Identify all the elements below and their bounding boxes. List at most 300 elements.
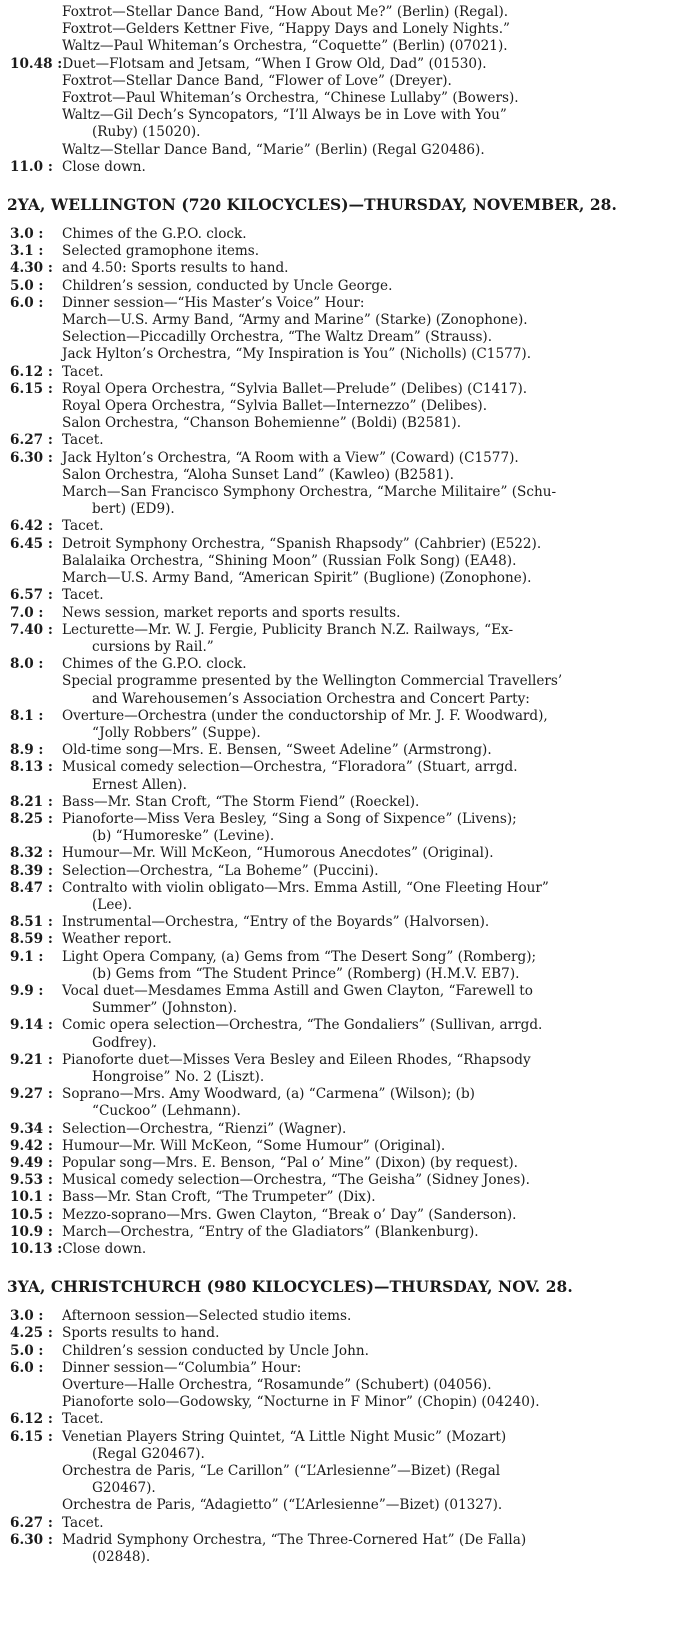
entry-text [62, 260, 700, 277]
entry-text [62, 1138, 700, 1155]
time-separator: : [33, 656, 44, 673]
programme-entry [0, 467, 700, 484]
entry-text [62, 1017, 700, 1051]
entry-time [0, 1224, 62, 1241]
programme-entry [0, 742, 700, 759]
entry-time-value: 6.27 [10, 432, 44, 449]
entry-text [62, 605, 700, 622]
entry-time [0, 329, 62, 346]
entry-time-value: 6.15 [10, 1428, 44, 1445]
entry-time-value: 10.9 [10, 1223, 44, 1240]
entry-time-value: 8.9 [10, 742, 34, 759]
time-separator: : [43, 862, 53, 879]
entry-line: March—U.S. Army Band, “American Spirit” (Buglione) (Zonophone). [62, 570, 532, 587]
entry-time-value: 9.21 [10, 1051, 44, 1068]
entry-line: March—Orchestra, “Entry of the Gladiators” (Blankenburg). [62, 1223, 479, 1240]
programme-entry [0, 536, 700, 553]
time-separator: : [33, 948, 44, 965]
entry-time-value: 8.1 [10, 707, 34, 724]
entry-line: Hongroise” No. 2 (Liszt). [92, 1068, 265, 1085]
entry-time [0, 587, 62, 604]
station-heading: 2YA, WELLINGTON (720 KILOCYCLES)—THURSDAY, NOVEMBER, 28. [7, 196, 617, 215]
entry-time [0, 4, 62, 21]
entry-time-value: 8.32 [10, 845, 44, 862]
entry-text [62, 1189, 700, 1206]
entry-time [0, 1207, 62, 1224]
programme-entry [0, 931, 700, 948]
entry-line: Vocal duet—Mesdames Emma Astill and Gwen Clayton, “Farewell to [62, 982, 533, 999]
entry-time-value: 8.51 [10, 914, 44, 931]
programme-entry [0, 278, 700, 295]
entry-line: Detroit Symphony Orchestra, “Spanish Rhapsody” (Cahbrier) (E522). [62, 535, 542, 552]
entry-text [62, 1394, 700, 1411]
time-separator: : [33, 1359, 44, 1376]
time-separator: : [43, 1428, 53, 1445]
entry-time-value: 8.21 [10, 793, 44, 810]
time-separator: : [43, 810, 53, 827]
entry-line: Special programme presented by the Wellington Commercial Travellers’ [62, 673, 563, 690]
time-separator: : [43, 845, 53, 862]
entry-time [0, 1308, 62, 1325]
entry-line: Dinner session—“Columbia” Hour: [62, 1359, 302, 1376]
entry-text [62, 622, 700, 656]
time-separator: : [33, 1342, 44, 1359]
entry-time [0, 142, 62, 159]
entry-time-value: 6.57 [10, 587, 44, 604]
time-separator: : [43, 1155, 53, 1171]
programme-entry [0, 243, 700, 260]
entry-line: Orchestra de Paris, “Adagietto” (“L’Arlesienne”—Bizet) (01327). [62, 1497, 503, 1514]
entry-line: Selection—Orchestra, “Rienzi” (Wagner). [62, 1120, 347, 1137]
entry-text [62, 226, 700, 243]
entry-time [0, 570, 62, 587]
entry-line: and 4.50: Sports results to hand. [62, 260, 289, 277]
programme-entry [0, 1497, 700, 1514]
entry-line: Foxtrot—Gelders Kettner Five, “Happy Days and Lonely Nights.” [62, 21, 511, 38]
entry-time-value: 9.34 [10, 1120, 44, 1137]
entry-line: Musical comedy selection—Orchestra, “The Geisha” (Sidney Jones). [62, 1172, 530, 1189]
entry-line: Summer” (Johnston). [92, 1000, 238, 1017]
entry-time-value: 8.13 [10, 759, 44, 776]
entry-text [62, 450, 700, 467]
entry-line: Overture—Orchestra (under the conductorship of Mr. J. F. Woodward), [62, 707, 548, 724]
programme-entry [0, 845, 700, 862]
entry-time [0, 1086, 62, 1120]
entry-line: Tacet. [62, 587, 104, 604]
programme-entry [0, 759, 700, 793]
entry-line: Waltz—Paul Whiteman’s Orchestra, “Coquette” (Berlin) (07021). [62, 38, 508, 55]
entry-line: Foxtrot—Stellar Dance Band, “How About Me?” (Berlin) (Regal). [62, 4, 509, 20]
entry-text [62, 21, 700, 38]
entry-time [0, 1394, 62, 1411]
entry-time [0, 312, 62, 329]
entry-time [0, 260, 62, 277]
entry-line: Bass—Mr. Stan Croft, “The Storm Fiend” (Roeckel). [62, 793, 420, 810]
entry-time [0, 518, 62, 535]
programme-entry [0, 518, 700, 535]
entry-text [62, 1377, 700, 1394]
time-separator: : [33, 243, 44, 260]
time-separator: : [43, 931, 53, 948]
entry-time-value: 6.0 [10, 1359, 34, 1376]
entry-text [62, 880, 700, 914]
entry-line: (b) “Humoreske” (Levine). [92, 828, 275, 845]
entry-line: Weather report. [62, 931, 172, 948]
time-separator: : [43, 1223, 53, 1240]
programme-entry [0, 1343, 700, 1360]
time-separator: : [33, 277, 44, 294]
entry-time [0, 708, 62, 742]
entry-time [0, 1497, 62, 1514]
entry-time [0, 415, 62, 432]
programme-entry [0, 107, 700, 141]
programme-entry [0, 432, 700, 449]
entry-time [0, 381, 62, 398]
entry-line: Soprano—Mrs. Amy Woodward, (a) “Carmena” (Wilson); (b) [62, 1086, 475, 1103]
entry-time-value: 10.1 [10, 1189, 44, 1206]
entry-time [0, 863, 62, 880]
entry-text [62, 415, 700, 432]
entry-time [0, 1429, 62, 1463]
programme-entry [0, 484, 700, 518]
entry-time-value: 6.45 [10, 535, 44, 552]
entry-text [62, 312, 700, 329]
time-separator: : [43, 380, 53, 397]
entry-time [0, 1343, 62, 1360]
entry-text [62, 278, 700, 295]
programme-entry [0, 1189, 700, 1206]
entry-time [0, 243, 62, 260]
programme-entry [0, 1155, 700, 1172]
entry-text [62, 536, 700, 553]
entry-line: Venetian Players String Quintet, “A Little Night Music” (Mozart) [62, 1428, 507, 1445]
entry-line: “Jolly Robbers” (Suppe). [92, 724, 261, 741]
programme-entry [0, 312, 700, 329]
entry-time [0, 931, 62, 948]
entry-text [62, 295, 700, 312]
programme-entry [0, 914, 700, 931]
entry-text [62, 1207, 700, 1224]
entry-line: Ernest Allen). [92, 776, 187, 793]
entry-time-value: 10.48 [10, 55, 53, 72]
entry-line: Chimes of the G.P.O. clock. [62, 226, 247, 243]
time-separator: : [33, 226, 44, 243]
entry-time-value: 8.39 [10, 862, 44, 879]
entry-time [0, 1017, 62, 1051]
programme-entry [0, 142, 700, 159]
time-separator: : [33, 604, 44, 621]
entry-line: Contralto with violin obligato—Mrs. Emma Astill, “One Fleeting Hour” [62, 879, 549, 896]
entry-text [62, 1411, 700, 1428]
programme-entry [0, 794, 700, 811]
programme-entry [0, 1463, 700, 1497]
entry-line: Pianoforte—Miss Vera Besley, “Sing a Song of Sixpence” (Livens); [62, 810, 517, 827]
entry-text [62, 107, 700, 141]
programme-entry [0, 1121, 700, 1138]
entry-line: Selection—Piccadilly Orchestra, “The Waltz Dream” (Strauss). [62, 329, 493, 346]
entry-text [62, 346, 700, 363]
time-separator: : [43, 1411, 53, 1428]
entry-text [62, 381, 700, 398]
programme-entry [0, 1360, 700, 1377]
entry-time-value: 7.40 [10, 621, 44, 638]
entry-time-value: 4.25 [10, 1325, 44, 1342]
time-separator: : [43, 587, 53, 604]
entry-time [0, 811, 62, 845]
programme-entry [0, 415, 700, 432]
entry-text [62, 1463, 700, 1497]
entry-time-value: 7.0 [10, 604, 34, 621]
entry-time-value: 9.27 [10, 1086, 44, 1103]
programme-entry [0, 1325, 700, 1342]
entry-time-value: 8.47 [10, 879, 44, 896]
entry-time [0, 21, 62, 38]
entry-text [62, 142, 700, 159]
programme-entry [0, 587, 700, 604]
entry-line: Humour—Mr. Will McKeon, “Humorous Anecdotes” (Original). [62, 845, 494, 862]
entry-line: Pianoforte duet—Misses Vera Besley and Eileen Rhodes, “Rhapsody [62, 1051, 531, 1068]
programme-entry [0, 1086, 700, 1120]
entry-text [62, 1308, 700, 1325]
entry-time [0, 1377, 62, 1394]
entry-line: bert) (ED9). [92, 501, 175, 518]
time-separator: : [43, 432, 53, 449]
entry-time-value: 6.30 [10, 449, 44, 466]
entry-line: Royal Opera Orchestra, “Sylvia Ballet—Prelude” (Delibes) (C1417). [62, 380, 528, 397]
programme-entry [0, 1017, 700, 1051]
entry-time [0, 794, 62, 811]
programme-entry [0, 1052, 700, 1086]
entry-text [62, 1532, 700, 1566]
entry-time [0, 742, 62, 759]
entry-text [62, 364, 700, 381]
entry-time [0, 107, 62, 141]
entry-line: G20467). [92, 1480, 156, 1497]
entry-line: March—San Francisco Symphony Orchestra, “Marche Militaire” (Schu- [62, 484, 557, 501]
entry-time [0, 1325, 62, 1342]
entry-line: (Lee). [92, 896, 133, 913]
entry-text [62, 587, 700, 604]
programme-entry [0, 90, 700, 107]
entry-text [62, 949, 700, 983]
entry-time-value: 11.0 [10, 158, 44, 175]
entry-time [0, 1515, 62, 1532]
entry-text [62, 1360, 700, 1377]
entry-time-value: 6.12 [10, 1411, 44, 1428]
programme-entry [0, 1377, 700, 1394]
programme-entry [0, 570, 700, 587]
entry-text [62, 4, 700, 21]
entry-line: Mezzo-soprano—Mrs. Gwen Clayton, “Break o’ Day” (Sanderson). [62, 1206, 517, 1223]
entry-text [62, 484, 700, 518]
time-separator: : [43, 518, 53, 535]
entry-text [62, 845, 700, 862]
entry-time [0, 622, 62, 656]
entry-text [62, 759, 700, 793]
programme-entry [0, 159, 700, 176]
entry-text [62, 73, 700, 90]
entry-time [0, 1155, 62, 1172]
entry-line: Foxtrot—Stellar Dance Band, “Flower of Love” (Dreyer). [62, 72, 452, 89]
entry-time-value: 3.1 [10, 243, 34, 260]
entry-line: Royal Opera Orchestra, “Sylvia Ballet—Internezzo” (Delibes). [62, 398, 488, 415]
entry-line: Tacet. [62, 363, 104, 380]
entry-time [0, 364, 62, 381]
programme-entry [0, 553, 700, 570]
programme-entry [0, 949, 700, 983]
entry-text [62, 159, 700, 176]
entry-line: and Warehousemen’s Association Orchestra and Concert Party: [92, 690, 530, 707]
entry-line: Dinner session—“His Master’s Voice” Hour: [62, 294, 365, 311]
time-separator: : [33, 707, 44, 724]
entry-time [0, 673, 62, 707]
entry-time-value: 6.0 [10, 294, 34, 311]
entry-line: Children’s session conducted by Uncle John. [62, 1342, 369, 1359]
programme-entry [0, 1241, 700, 1258]
entry-line: Lecturette—Mr. W. J. Fergie, Publicity Branch N.Z. Railways, “Ex- [62, 621, 514, 638]
entry-time-value: 9.1 [10, 948, 34, 965]
programme-entry [0, 21, 700, 38]
entry-text [62, 983, 700, 1017]
entry-line: Instrumental—Orchestra, “Entry of the Boyards” (Halvorsen). [62, 914, 490, 931]
time-separator: : [52, 55, 63, 72]
programme-entry [0, 381, 700, 398]
entry-line: Salon Orchestra, “Chanson Bohemienne” (Boldi) (B2581). [62, 415, 462, 432]
entry-line: Old-time song—Mrs. E. Bensen, “Sweet Adeline” (Armstrong). [62, 742, 492, 759]
entry-text [62, 1429, 700, 1463]
programme-entry [0, 73, 700, 90]
entry-line: Selected gramophone items. [62, 243, 260, 260]
entry-time [0, 1172, 62, 1189]
entry-time-value: 8.59 [10, 931, 44, 948]
entry-text [62, 1515, 700, 1532]
programme-entry [0, 38, 700, 55]
entry-time-value: 3.0 [10, 226, 34, 243]
entry-line: Waltz—Gil Dech’s Syncopators, “I’ll Always be in Love with You” [62, 107, 507, 124]
entry-time [0, 1463, 62, 1497]
entry-time-value: 9.53 [10, 1172, 44, 1189]
entry-line: Balalaika Orchestra, “Shining Moon” (Russian Folk Song) (EA48). [62, 552, 517, 569]
time-separator: : [43, 914, 53, 931]
programme-entry [0, 673, 700, 707]
entry-line: Tacet. [62, 1514, 104, 1531]
entry-text [62, 708, 700, 742]
entry-line: cursions by Rail.” [92, 638, 214, 655]
time-separator: : [43, 1531, 53, 1548]
entry-time [0, 159, 62, 176]
entry-text [62, 742, 700, 759]
programme-entry [0, 1411, 700, 1428]
time-separator: : [43, 1017, 53, 1034]
entry-time [0, 73, 62, 90]
entry-line: News session, market reports and sports results. [62, 604, 401, 621]
entry-line: Waltz—Stellar Dance Band, “Marie” (Berlin) (Regal G20486). [62, 141, 485, 158]
entry-time-value: 9.9 [10, 982, 34, 999]
entry-line: (Regal G20467). [92, 1445, 205, 1462]
entry-time [0, 295, 62, 312]
entry-time-value: 6.30 [10, 1531, 44, 1548]
entry-time [0, 398, 62, 415]
programme-entry [0, 1224, 700, 1241]
entry-line: (Ruby) (15020). [92, 124, 201, 141]
entry-line: March—U.S. Army Band, “Army and Marine” (Starke) (Zonophone). [62, 312, 528, 329]
entry-time [0, 56, 62, 73]
time-separator: : [43, 1206, 53, 1223]
programme-entry [0, 1429, 700, 1463]
entry-time-value: 8.25 [10, 810, 44, 827]
entry-text [62, 1086, 700, 1120]
time-separator: : [33, 742, 44, 759]
entry-time-value: 8.0 [10, 656, 34, 673]
entry-time [0, 536, 62, 553]
time-separator: : [43, 1137, 53, 1154]
entry-time [0, 1189, 62, 1206]
entry-text [62, 673, 700, 707]
entry-time-value: 6.27 [10, 1514, 44, 1531]
entry-line: Tacet. [62, 518, 104, 535]
entry-line: Jack Hylton’s Orchestra, “A Room with a View” (Coward) (C1577). [62, 449, 519, 466]
entry-line: Overture—Halle Orchestra, “Rosamunde” (Schubert) (04056). [62, 1377, 492, 1394]
entry-text [62, 243, 700, 260]
programme-entry [0, 329, 700, 346]
time-separator: : [43, 621, 53, 638]
time-separator: : [43, 1325, 53, 1342]
programme-entry [0, 656, 700, 673]
entry-time-value: 4.30 [10, 260, 44, 277]
entry-time-value: 9.49 [10, 1155, 44, 1171]
entry-time [0, 346, 62, 363]
entry-time-value: 9.42 [10, 1137, 44, 1154]
entry-time [0, 1411, 62, 1428]
entry-text [62, 1172, 700, 1189]
entry-text [62, 1343, 700, 1360]
entry-line: Bass—Mr. Stan Croft, “The Trumpeter” (Dix). [62, 1189, 376, 1206]
entry-line: (02848). [92, 1549, 151, 1566]
programme-entry [0, 605, 700, 622]
programme-entry [0, 260, 700, 277]
entry-line: Afternoon session—Selected studio items. [62, 1308, 352, 1325]
entry-line: Children’s session, conducted by Uncle George. [62, 277, 393, 294]
entry-time [0, 1138, 62, 1155]
entry-time [0, 759, 62, 793]
entry-text [62, 570, 700, 587]
time-separator: : [33, 294, 44, 311]
time-separator: : [33, 1308, 44, 1325]
programme-entry [0, 811, 700, 845]
entry-time [0, 1532, 62, 1566]
time-separator: : [43, 535, 53, 552]
programme-entry [0, 295, 700, 312]
entry-text [62, 518, 700, 535]
entry-time [0, 450, 62, 467]
programme-entry [0, 880, 700, 914]
time-separator: : [43, 1086, 53, 1103]
entry-text [62, 656, 700, 673]
entry-time [0, 914, 62, 931]
entry-line: Jack Hylton’s Orchestra, “My Inspiration is You” (Nicholls) (C1577). [62, 346, 532, 363]
entry-text [62, 1224, 700, 1241]
entry-text [62, 1241, 700, 1258]
programme-entry [0, 1515, 700, 1532]
entry-line: “Cuckoo” (Lehmann). [92, 1103, 241, 1120]
entry-text [62, 914, 700, 931]
entry-line: (b) Gems from “The Student Prince” (Romberg) (H.M.V. EB7). [92, 965, 520, 982]
time-separator: : [43, 260, 53, 277]
programme-entry [0, 622, 700, 656]
entry-text [62, 553, 700, 570]
time-separator: : [43, 1172, 53, 1189]
entry-time-value: 3.0 [10, 1308, 34, 1325]
